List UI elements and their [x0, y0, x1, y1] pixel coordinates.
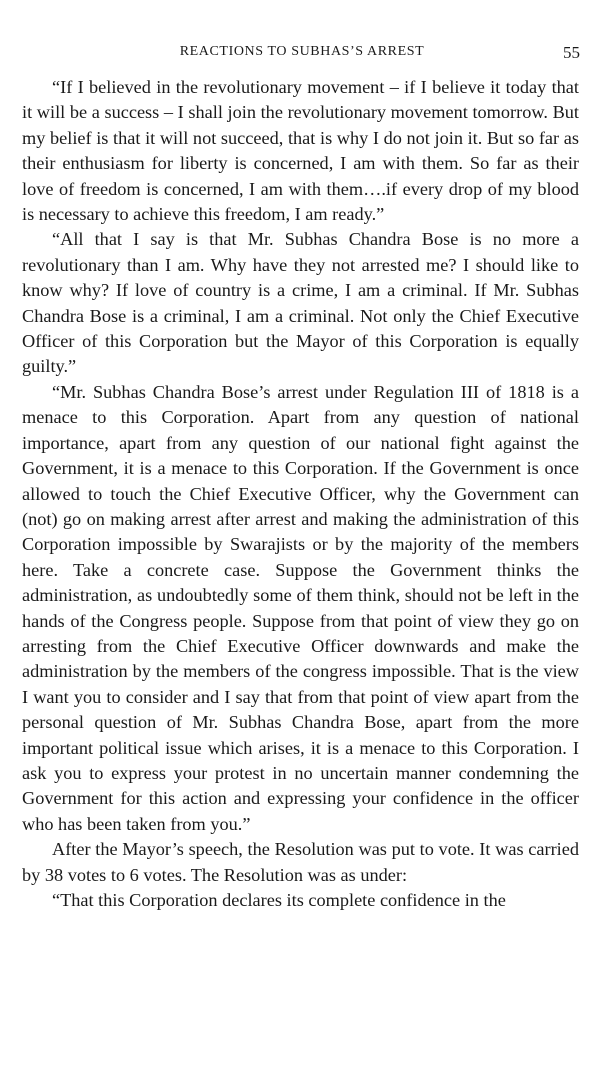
running-title: REACTIONS TO SUBHAS’S ARREST — [179, 44, 425, 59]
paragraph-5: “That this Corporation declares its complete confidence in the — [52, 890, 506, 910]
running-header — [22, 44, 582, 64]
paragraph-1: “If I believed in the revolutionary movement – if I believe it today that it will be a success – I shall join the revolutionary movement tomorrow. But my belief is that it will not succeed, that is why I do not join it. But so far as their enthusiasm for liberty is concerned, I am with them. So far as their love of freedom is concerned, I am with them….if every drop of my blood is necessary to achieve this freedom, I am ready.” — [22, 77, 579, 225]
paragraph-4: After the Mayor’s speech, the Resolution was put to vote. It was carried by 38 votes to 6 votes. The Resolution was as under: — [22, 839, 579, 885]
body-text — [22, 75, 579, 913]
page-number: 55 — [563, 43, 580, 62]
book-page — [22, 0, 582, 1073]
paragraph-2: “All that I say is that Mr. Subhas Chandra Bose is no more a revolutionary than I am. Why have they not arrested me? I should like to know why? If love of country is a crime, I am a criminal. If Mr. Subhas Chandra Bose is a criminal, I am a criminal. Not only the Chief Executive Officer of this Corporation but the Mayor of this Corporation is equally guilty.” — [22, 229, 579, 377]
paragraph-3: “Mr. Subhas Chandra Bose’s arrest under Regulation III of 1818 is a menace to this Corporation. Apart from any question of national importance, apart from any question of our national fight against the Government, it is a menace to this Corporation. If the Government is once allowed to touch the Chief Executive Officer, why the Government can (not) go on making arrest after arrest and making the administration of this Corporation impossible by Swarajists or by the majority of the members here. Take a concrete case. Suppose the Government thinks the administration, as undoubtedly some of them think, should not be left in the hands of the Congress people. Suppose from that point of view they go on arresting from the Chief Executive Officer downwards and make the administration by the members of the congress impossible. That is the view I want you to consider and I say that from that point of view apart from the personal question of Mr. Subhas Chandra Bose, apart from the more important political issue which arises, it is a menace to this Corporation. I ask you to express your protest in no uncertain manner condemning the Government for this action and expressing your confidence in the officer who has been taken from you.” — [22, 381, 579, 834]
